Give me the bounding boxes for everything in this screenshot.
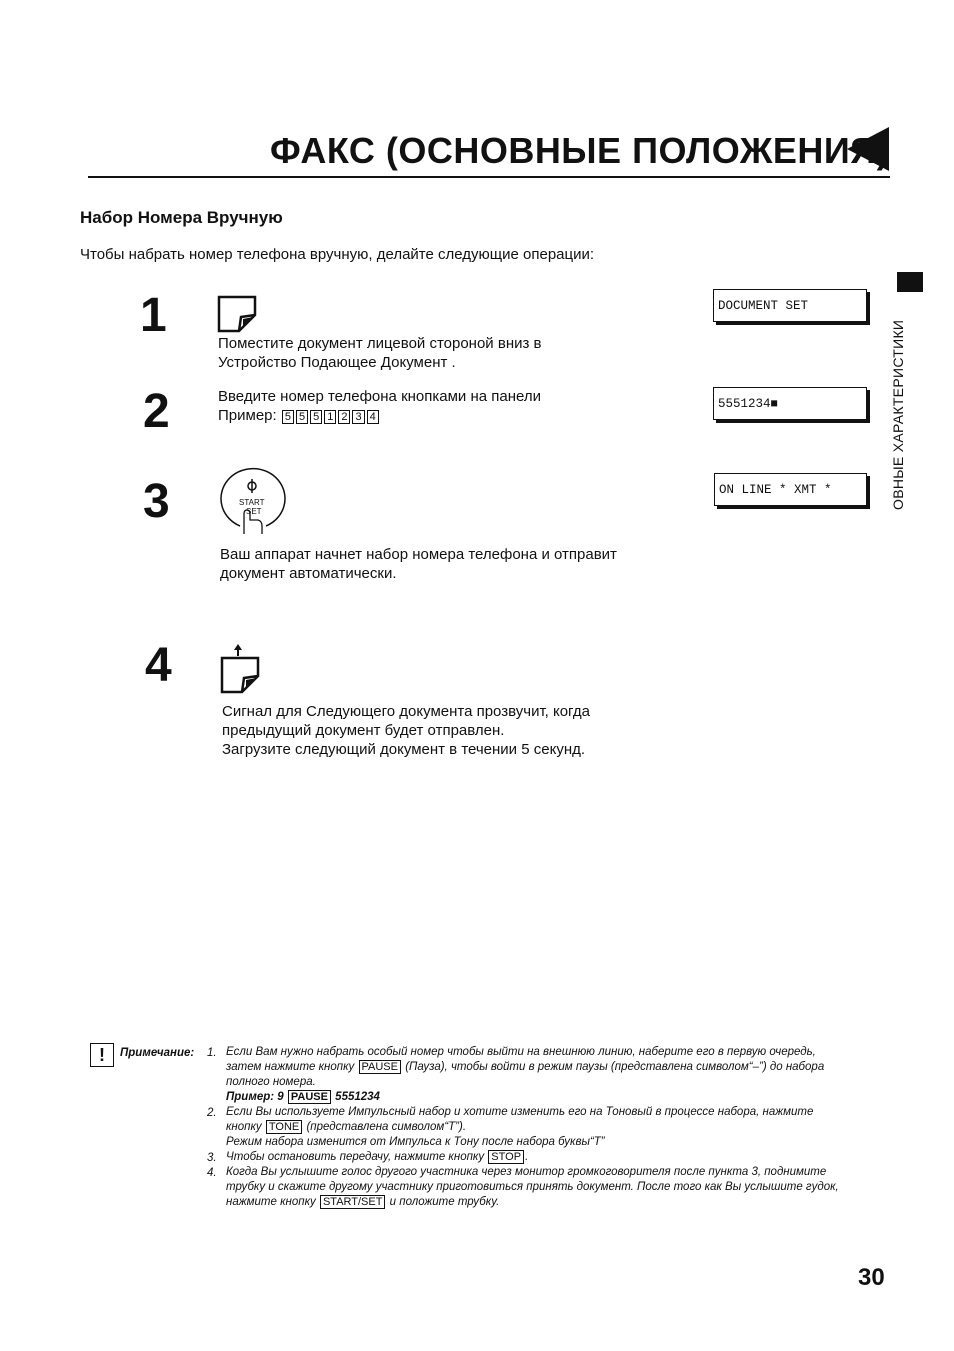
step-number: 4 [145,639,172,692]
step-line: Поместите документ лицевой стороной вниз в [218,335,542,352]
note-text: Пример: 9 [226,1091,284,1103]
note-line [226,1195,839,1210]
key-button: 2 [338,410,350,424]
side-tab-text: ОВНЫЕ ХАРАКТЕРИСТИКИ [890,319,906,510]
step-line: документ автоматически. [220,565,397,582]
section-heading: Набор Номера Вручную [80,208,283,227]
note-text: кнопку [226,1121,262,1133]
step-number: 1 [140,289,167,342]
note-text: (Пауза), чтобы войти в режим паузы (представлена символом“–”) до набора [405,1061,825,1073]
key-button: 3 [352,410,364,424]
pause-key: PAUSE [288,1090,331,1104]
step-text [218,334,542,372]
document-icon [217,295,259,335]
note-text: . [525,1151,529,1163]
note-text: и положите трубку. [389,1196,500,1208]
note-number: 1. [207,1047,217,1059]
step-text [218,387,541,425]
left-triangle-icon [847,127,889,171]
step-line: предыдущий документ будет отправлен. [222,722,505,739]
step-text [222,702,590,759]
key-button: 4 [367,410,379,424]
note-item [226,1045,824,1105]
note-line: трубку и скажите другому участнику приготовиться принять документ. После того как Вы услышите гудок, [226,1181,839,1193]
note-text: (представлена символом“T”). [306,1121,467,1133]
lcd-display: 5551234■ [713,387,867,420]
note-line: полного номера. [226,1076,316,1088]
note-text: затем нажмите кнопку [226,1061,355,1073]
key-button: 5 [296,410,308,424]
note-label: Примечание: [120,1047,195,1059]
step-line: Сигнал для Следующего документа прозвучит, когда [222,703,590,720]
example-line [218,406,541,425]
start-set-key: START/SET [320,1195,386,1209]
lcd-display: DOCUMENT SET [713,289,867,322]
note-line [226,1060,824,1075]
note-item [226,1105,813,1150]
step-text [220,545,617,583]
step-line: Ваш аппарат начнет набор номера телефона и отправит [220,546,617,563]
example-label: Пример: [218,407,277,424]
key-button: 5 [310,410,322,424]
note-line: Когда Вы услышите голос другого участника через монитор громкоговорителя после пункта 3, поднимите [226,1166,827,1178]
set-label: SET [246,507,262,516]
page-title: ФАКС (ОСНОВНЫЕ ПОЛОЖЕНИЯ) [270,130,890,171]
note-text: 5551234 [335,1091,380,1103]
pause-key: PAUSE [359,1060,401,1074]
title-rule [88,176,890,178]
document-upload-icon [220,644,262,696]
note-line [226,1150,528,1165]
note-item [226,1165,839,1210]
note-text: Чтобы остановить передачу, нажмите кнопку [226,1151,485,1163]
start-set-button-icon [218,474,286,540]
side-tab-marker [897,272,923,292]
step-number: 3 [143,475,170,528]
step-line: Устройство Подающее Документ . [218,354,456,371]
page-number: 30 [858,1264,885,1291]
warning-icon: ! [90,1043,114,1067]
note-line [226,1120,813,1135]
note-number: 3. [207,1152,217,1164]
start-label: START [239,498,265,507]
key-button: 5 [282,410,294,424]
note-example [226,1090,824,1105]
tone-key: TONE [266,1120,302,1134]
note-line: Если Вам нужно набрать особый номер чтобы выйти на внешнюю линию, наберите его в первую очередь, [226,1046,816,1058]
step-number: 2 [143,385,170,438]
stop-key: STOP [488,1150,524,1164]
note-number: 4. [207,1167,217,1179]
note-item [226,1150,528,1165]
note-text: нажмите кнопку [226,1196,316,1208]
lcd-display: ON LINE * XMT * [714,473,867,506]
step-line: Загрузите следующий документ в течении 5 секунд. [222,741,586,758]
note-line: Если Вы используете Импульсный набор и хотите изменить его на Тоновый в процессе набора, нажмите [226,1106,814,1118]
section-intro: Чтобы набрать номер телефона вручную, делайте следующие операции: [80,246,595,263]
key-button: 1 [324,410,336,424]
note-number: 2. [207,1107,217,1119]
step-line: Введите номер телефона кнопками на панели [218,388,541,405]
note-line: Режим набора изменится от Импульса к Тону после набора буквы“T” [226,1136,605,1148]
